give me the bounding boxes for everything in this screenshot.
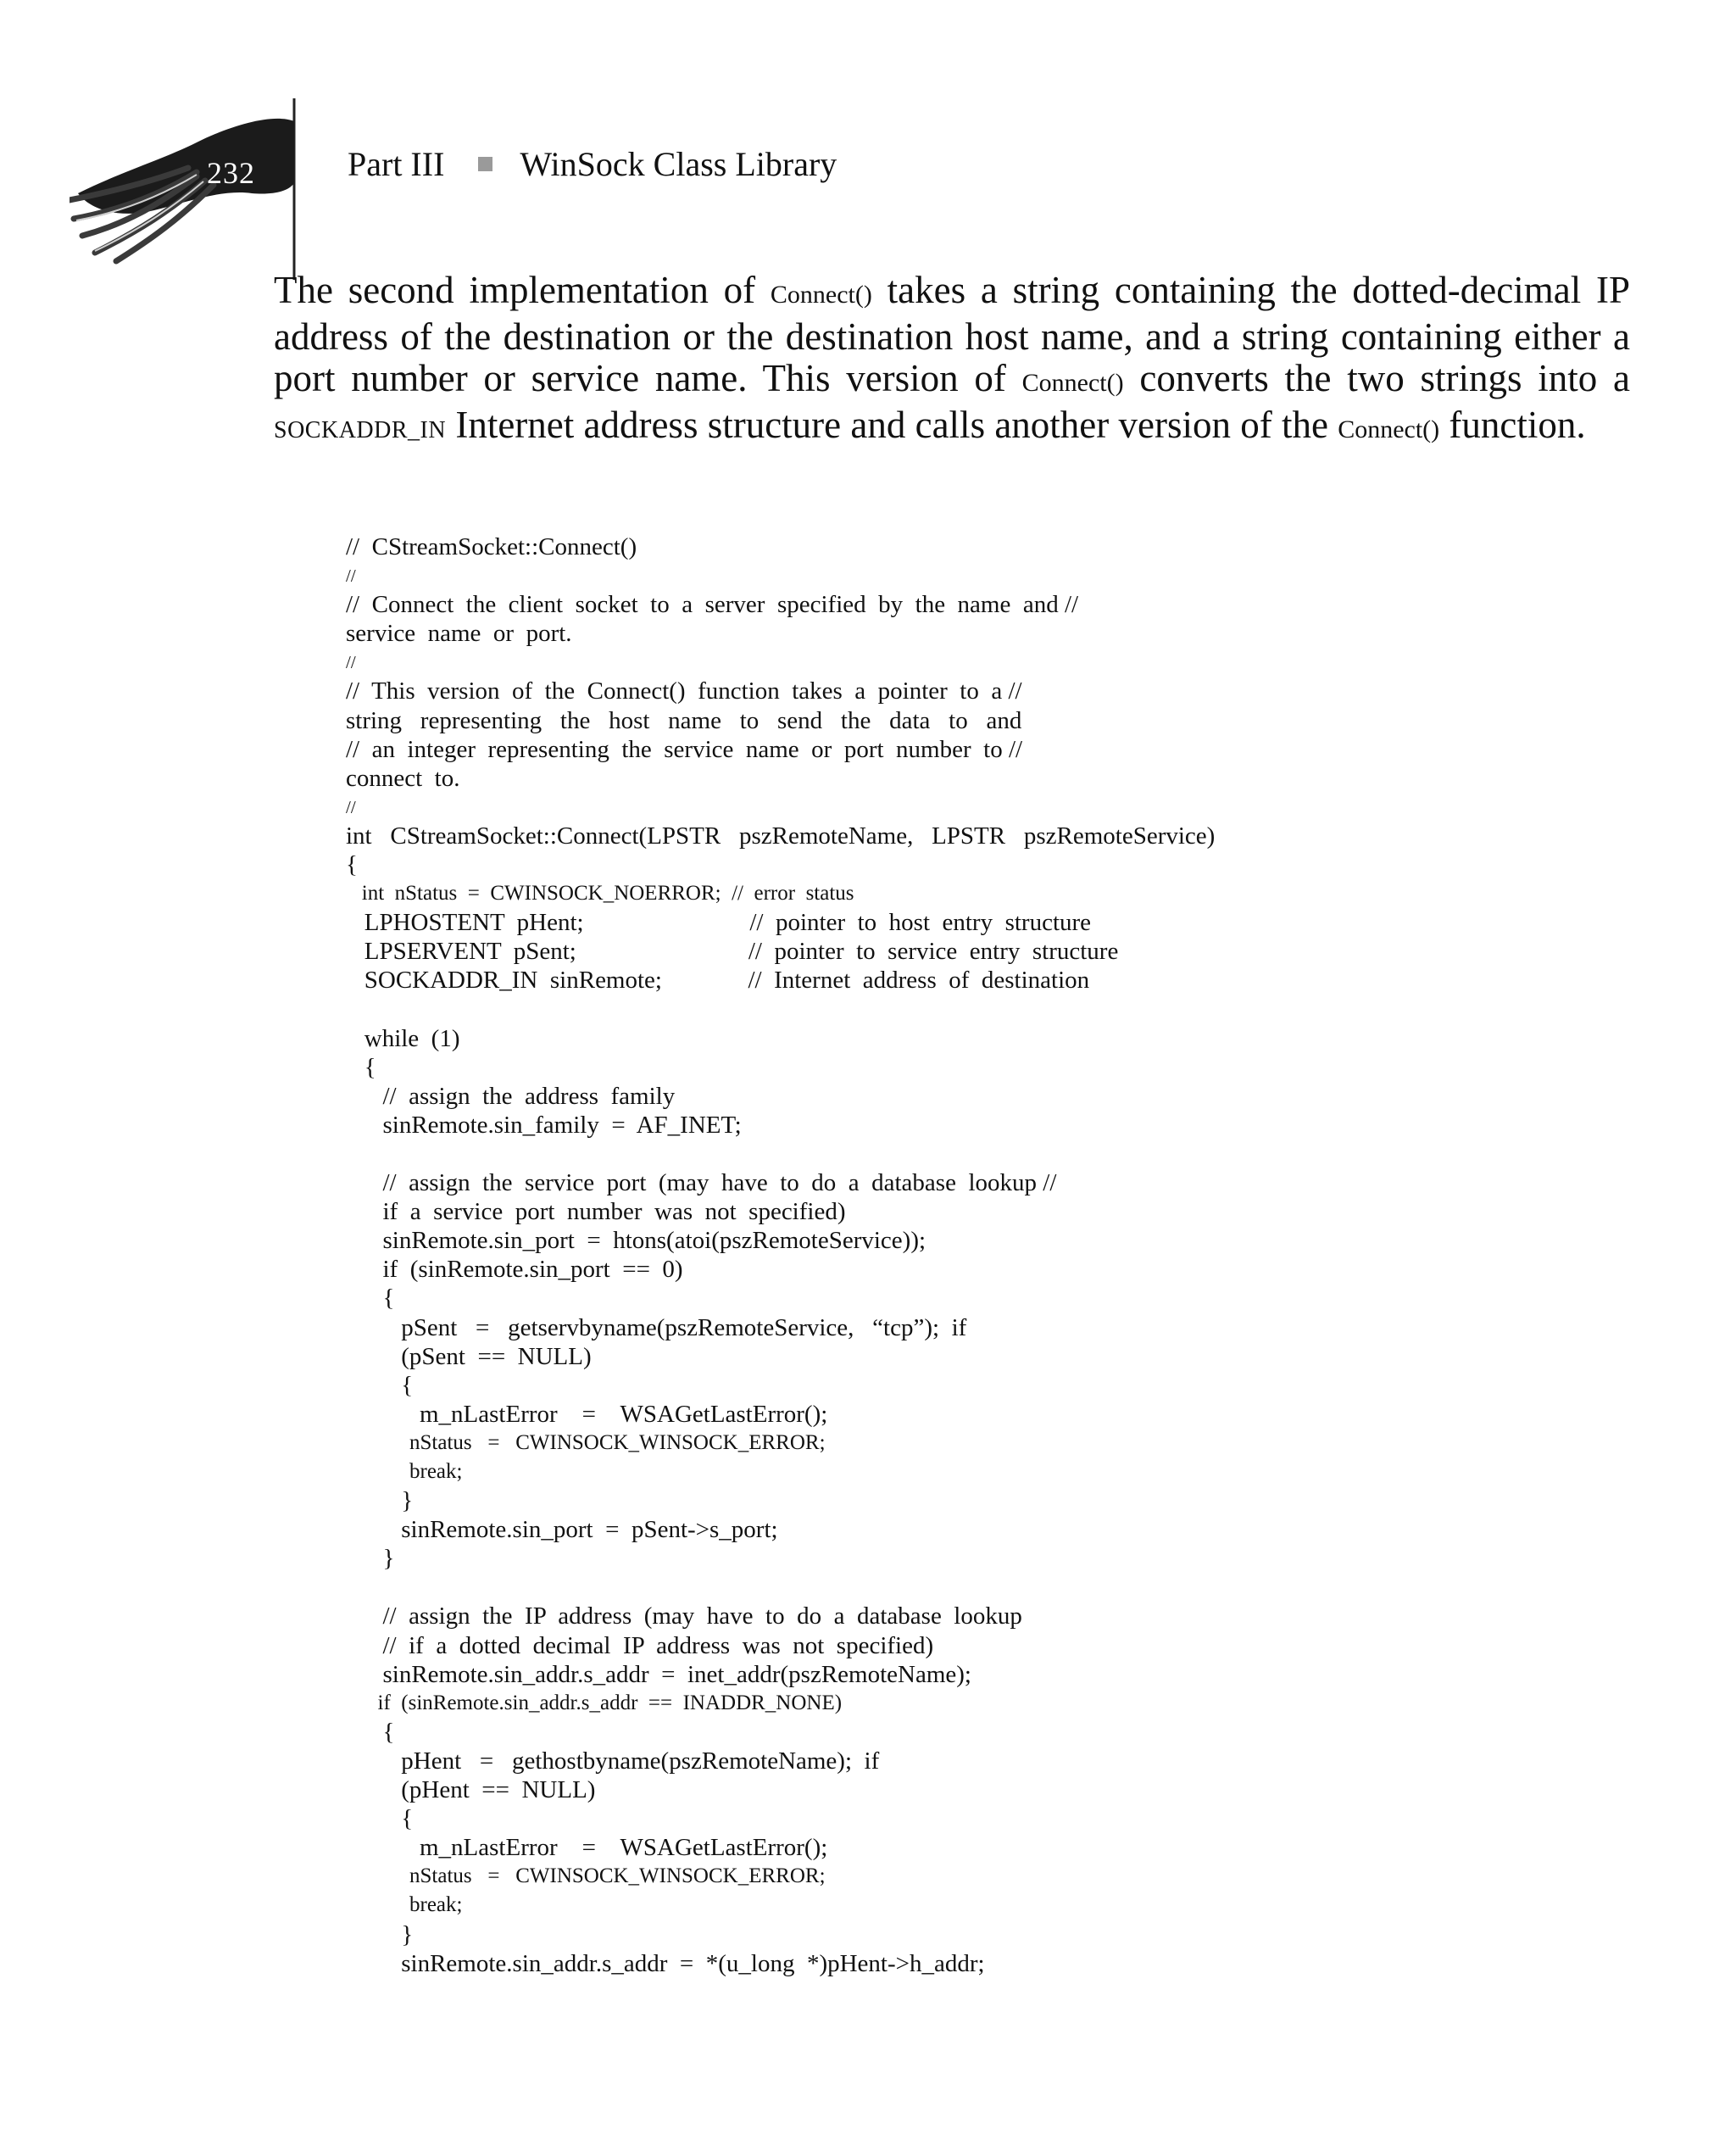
code-line: int CStreamSocket::Connect(LPSTR pszRemoteName, LPSTR pszRemoteService) xyxy=(346,822,1216,850)
section-title: WinSock Class Library xyxy=(520,145,837,183)
code-line: // xyxy=(346,796,356,817)
code-line: // Connect the client socket to a server specified by the name and // xyxy=(346,591,1079,619)
code-line: sinRemote.sin_family = AF_INET; xyxy=(346,1111,742,1139)
intro-text: takes a string containing the dotted-decimal IP address of the destination or the destination host name, and a string containing either a port number or service name. This version of xyxy=(274,269,1630,399)
inline-code: Connect() xyxy=(1021,369,1124,397)
code-line: sinRemote.sin_addr.s_addr = *(u_long *)pHent->h_addr; xyxy=(346,1949,985,1977)
code-line: sinRemote.sin_port = htons(atoi(pszRemoteService)); xyxy=(346,1227,926,1255)
code-line xyxy=(346,995,1668,1024)
code-line: { xyxy=(346,1053,376,1081)
code-line xyxy=(346,1140,1668,1168)
intro-text: converts the two strings into a xyxy=(1123,357,1630,399)
code-line: service name or port. xyxy=(346,620,572,648)
code-line: SOCKADDR_IN sinRemote; // Internet address of destination xyxy=(346,967,1090,995)
code-line xyxy=(346,1573,1668,1602)
intro-text: function. xyxy=(1439,403,1586,446)
inline-code: Connect() xyxy=(770,281,872,309)
code-line: { xyxy=(346,1718,395,1746)
code-line: LPHOSTENT pHent; // pointer to host entry structure xyxy=(346,909,1092,937)
code-line: { xyxy=(346,1805,414,1833)
page-number: 232 xyxy=(207,156,255,190)
intro-text: The second implementation of xyxy=(274,269,771,311)
code-line: // if a dotted decimal IP address was not specified) xyxy=(346,1631,934,1659)
code-listing xyxy=(346,532,1668,1978)
code-line: } xyxy=(346,1920,414,1948)
code-line: connect to. xyxy=(346,764,460,792)
code-line: int nStatus = CWINSOCK_NOERROR; // error status xyxy=(346,882,854,906)
code-line: m_nLastError = WSAGetLastError(); xyxy=(346,1400,828,1428)
code-line: // assign the IP address (may have to do a database lookup xyxy=(346,1602,1022,1630)
intro-paragraph xyxy=(274,270,1630,451)
running-head xyxy=(348,144,837,184)
code-line: nStatus = CWINSOCK_WINSOCK_ERROR; xyxy=(346,1430,826,1454)
code-line: if a service port number was not specified) xyxy=(346,1198,846,1226)
code-line: { xyxy=(346,1285,395,1313)
code-line: } xyxy=(346,1487,414,1515)
inline-code: SOCKADDR_IN xyxy=(274,416,447,443)
code-line: // xyxy=(346,652,356,673)
code-line: // assign the service port (may have to do a database lookup // xyxy=(346,1169,1057,1197)
code-line: break; xyxy=(346,1460,463,1483)
code-line: (pHent == NULL) xyxy=(346,1776,596,1804)
code-line: break; xyxy=(346,1893,463,1917)
code-line: nStatus = CWINSOCK_WINSOCK_ERROR; xyxy=(346,1864,826,1888)
code-line: { xyxy=(346,1371,414,1399)
code-line: // assign the address family xyxy=(346,1082,676,1110)
code-line: if (sinRemote.sin_addr.s_addr == INADDR_NONE) xyxy=(346,1691,843,1714)
code-line: // CStreamSocket::Connect() xyxy=(346,533,637,560)
code-line: // This version of the Connect() function takes a pointer to a // xyxy=(346,677,1022,705)
page-number-emblem xyxy=(70,92,324,287)
square-bullet-icon xyxy=(478,157,492,171)
inline-code: Connect() xyxy=(1338,415,1440,443)
code-line: } xyxy=(346,1545,395,1573)
code-line: // xyxy=(346,566,356,587)
code-line: if (sinRemote.sin_port == 0) xyxy=(346,1256,683,1284)
code-line: pSent = getservbyname(pszRemoteService, “tcp”); if xyxy=(346,1313,967,1341)
code-line: sinRemote.sin_addr.s_addr = inet_addr(pszRemoteName); xyxy=(346,1660,971,1688)
code-line: while (1) xyxy=(346,1024,460,1052)
code-line: { xyxy=(346,851,358,879)
code-line: sinRemote.sin_port = pSent->s_port; xyxy=(346,1516,778,1544)
intro-text: Internet address structure and calls another version of the xyxy=(446,403,1338,446)
code-line: LPSERVENT pSent; // pointer to service entry structure xyxy=(346,938,1119,966)
code-line: // an integer representing the service name or port number to // xyxy=(346,735,1023,763)
code-line: pHent = gethostbyname(pszRemoteName); if xyxy=(346,1747,880,1775)
code-line: (pSent == NULL) xyxy=(346,1342,592,1370)
code-line: string representing the host name to send the data to and xyxy=(346,706,1022,734)
part-label: Part III xyxy=(348,145,445,183)
code-line: m_nLastError = WSAGetLastError(); xyxy=(346,1834,828,1862)
